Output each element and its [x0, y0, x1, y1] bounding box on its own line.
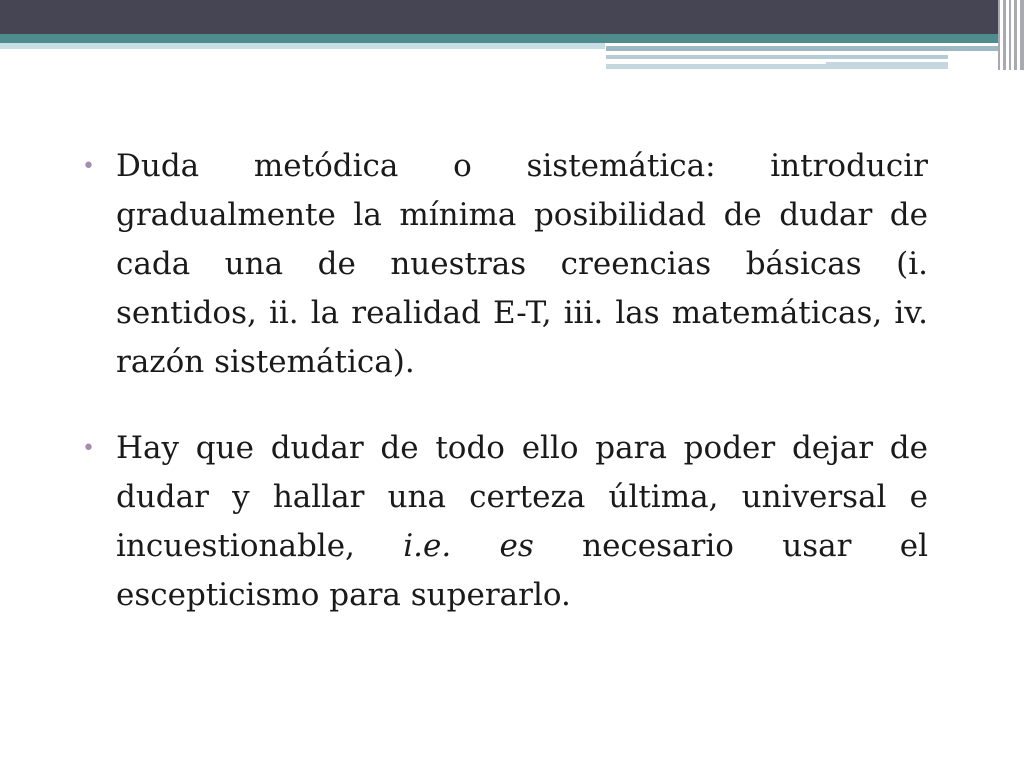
bullet-text: Duda metódica o sistemática: introducir gradualmente la mínima posibilidad de dudar de cada una de nuestras creencias básicas (i. sentidos, ii. la realidad E-T, iii. las matemáticas, iv. razón sistemática).	[116, 148, 928, 380]
header-stripe	[606, 46, 1000, 51]
bullet-list	[82, 142, 928, 657]
header-vertical-lines	[998, 0, 1024, 70]
bullet-text-part: Hay que dudar de todo ello para poder dejar de dudar y hallar una certeza última, universal e incuestionable,	[116, 430, 928, 564]
header-stripe	[606, 55, 948, 59]
bullet-text	[116, 430, 928, 613]
bullet-icon: •	[82, 154, 95, 179]
italic-es: es	[499, 528, 534, 564]
header-band-light	[0, 43, 605, 49]
bullet-item-duda-metodica	[82, 142, 928, 387]
header-band-dark	[0, 0, 1024, 34]
header-stripe	[606, 61, 826, 64]
header-band-teal	[0, 34, 1000, 43]
bullet-icon: •	[82, 436, 95, 461]
italic-ie: i.e.	[403, 528, 452, 564]
bullet-item-dudar-de-todo	[82, 424, 928, 620]
bullet-text-part: necesario usar el escepticismo para superarlo.	[116, 528, 929, 613]
